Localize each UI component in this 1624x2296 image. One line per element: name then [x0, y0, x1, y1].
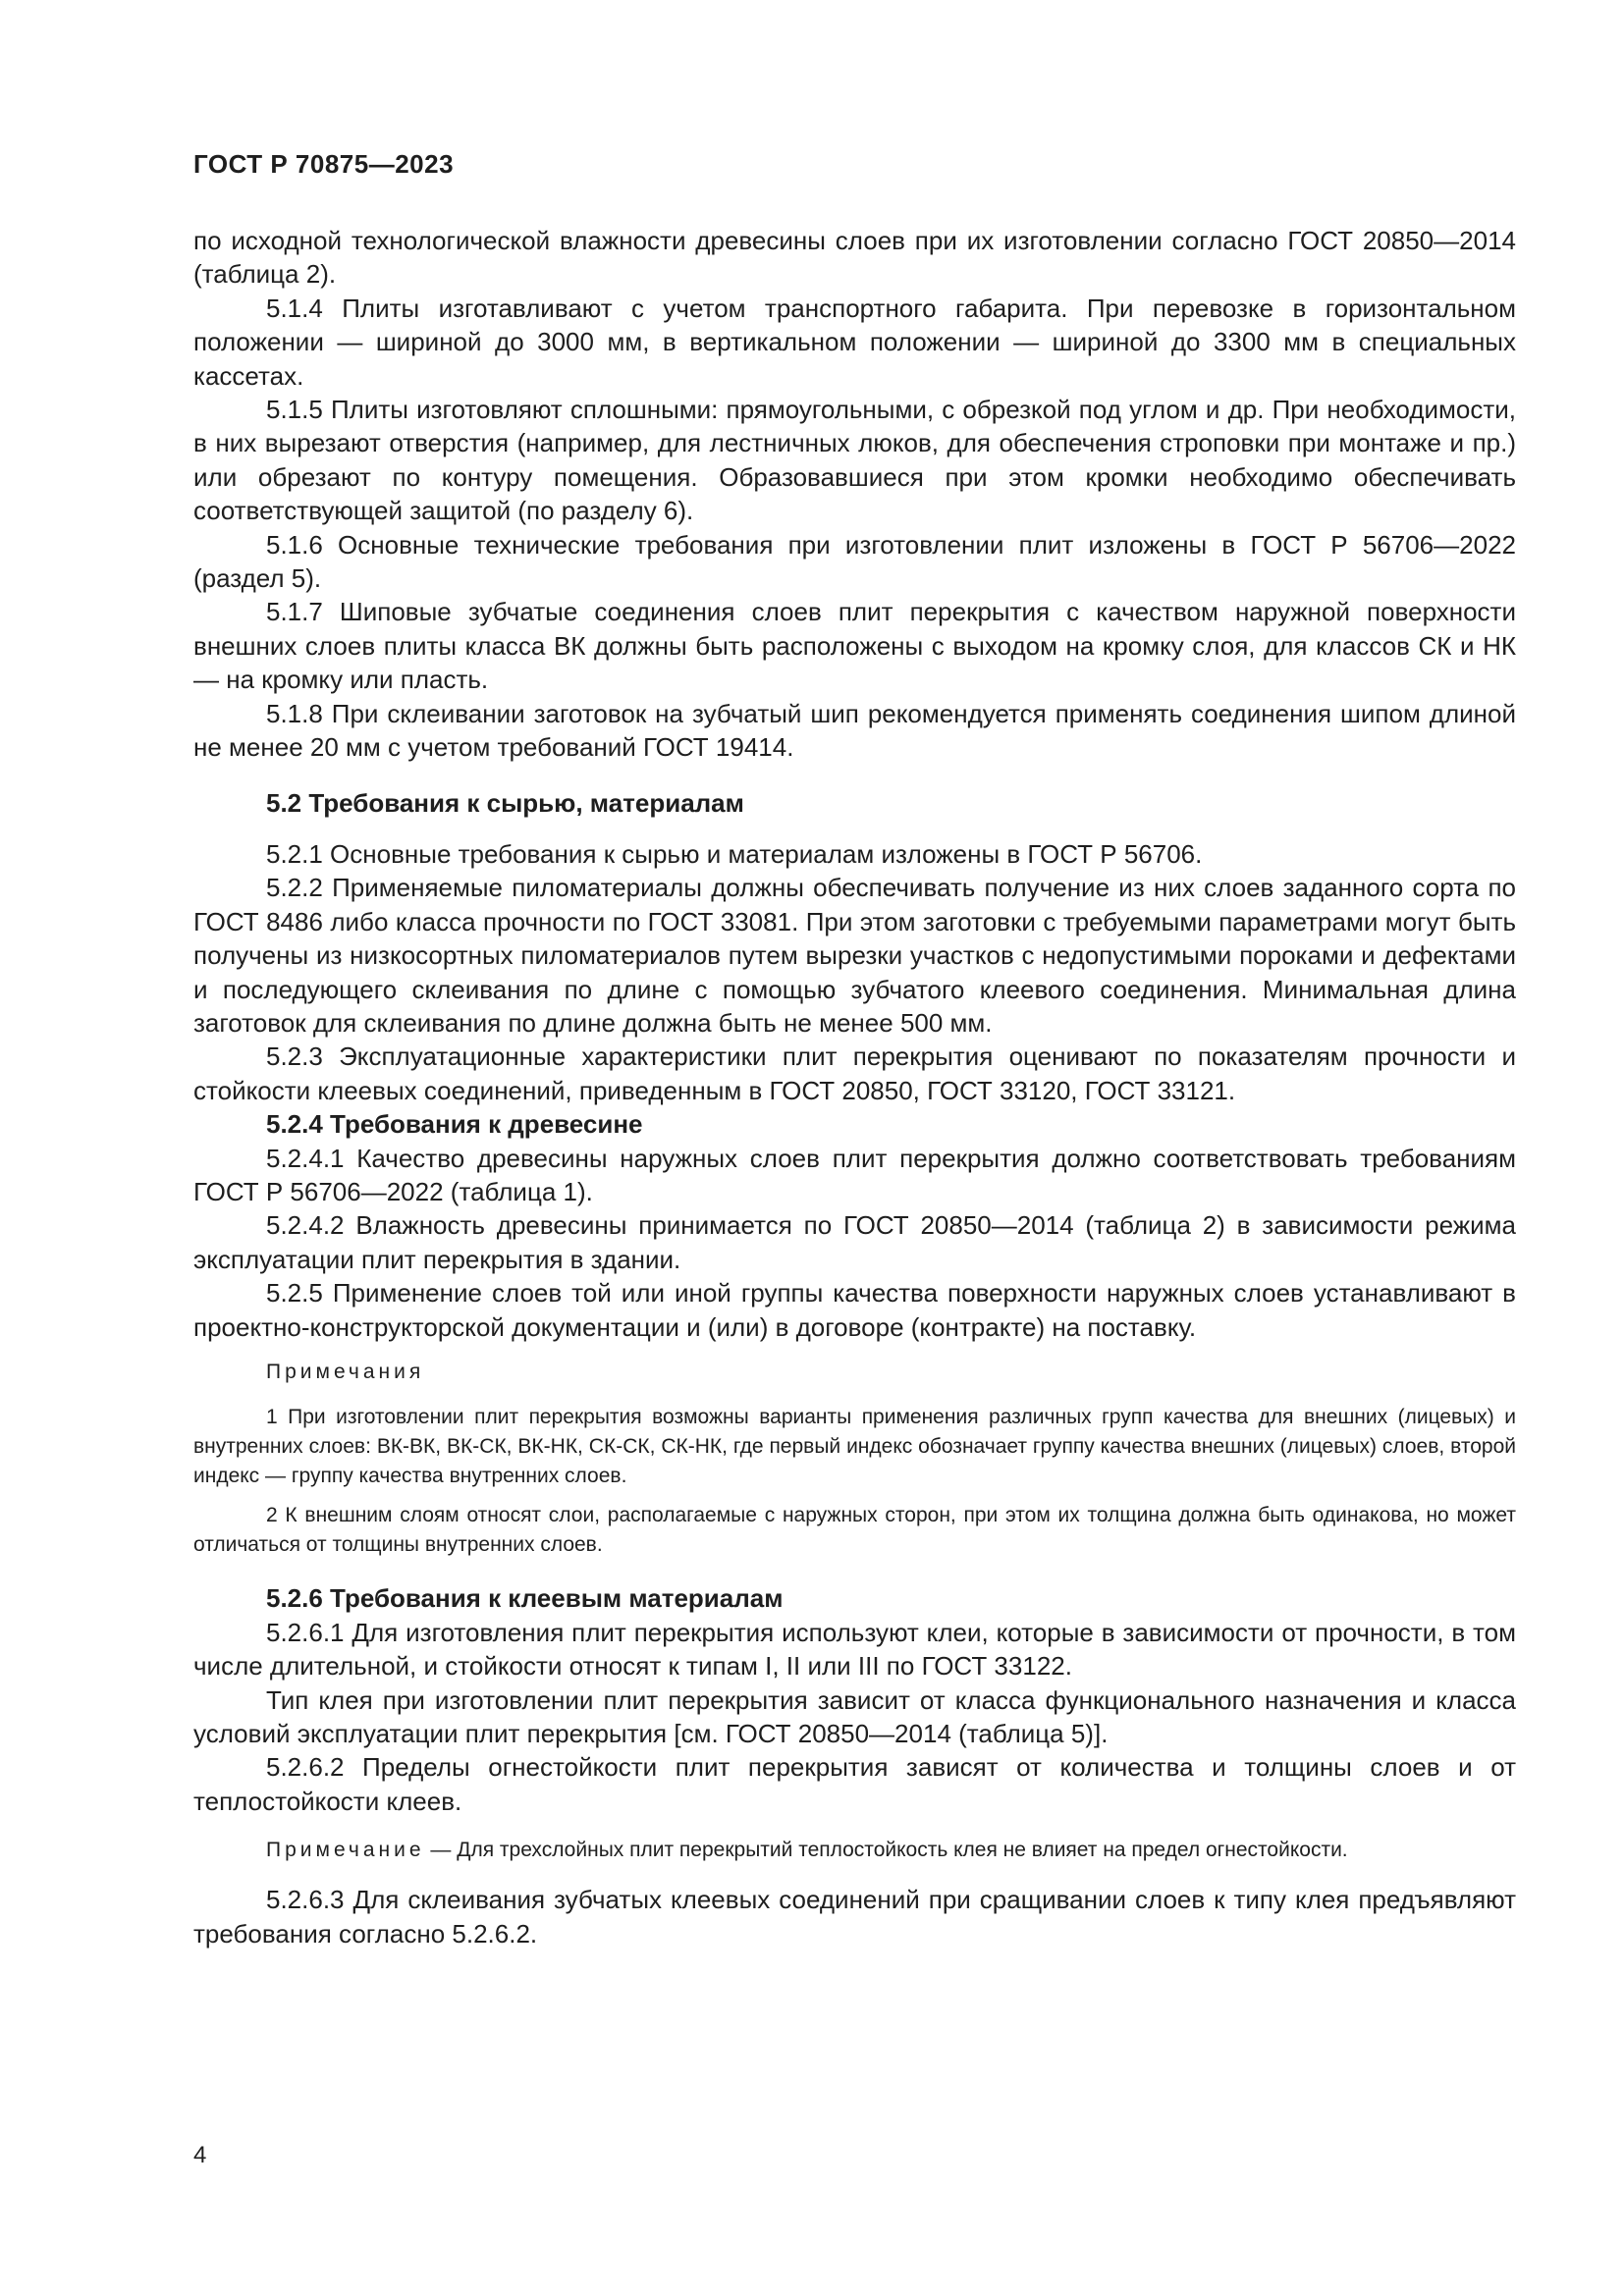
note-single-label: Примечание — [266, 1839, 425, 1862]
section-heading-5-2: 5.2 Требования к сырью, материалам — [266, 787, 744, 818]
page-number: 4 — [193, 2142, 207, 2168]
paragraph-5-2-2: 5.2.2 Применяемые пиломатериалы должны обеспечивать получение из них слоев заданного сорта по ГОСТ 8486 либо класса прочности по ГОСТ 33081. При этом заготовки с требуемыми параметрами могут быть получены из низкосортных пиломатериалов путем вырезки участков с недопустимыми пороками и дефектами и последующего склеивания по длине с помощью зубчатого клеевого соединения. Минимальная длина заготовок для склеивания по длине должна быть не менее 500 мм. — [193, 873, 1516, 1038]
paragraph-5-2-6-3: 5.2.6.3 Для склеивания зубчатых клеевых соединений при сращивании слоев к типу клея предъявляют требования согласно 5.2.6.2. — [193, 1885, 1516, 1949]
paragraph-5-2-6-1-continued: Тип клея при изготовлении плит перекрытия зависит от класса функционального назначения и класса условий эксплуатации плит перекрытия [см. ГОСТ 20850—2014 (таблица 5)]. — [193, 1684, 1516, 1749]
paragraph-5-2-3: 5.2.3 Эксплуатационные характеристики плит перекрытия оценивают по показателям прочности и стойкости клеевых соединений, приведенным в ГОСТ 20850, ГОСТ 33120, ГОСТ 33121. — [193, 1041, 1516, 1105]
paragraph-5-2-6-2: 5.2.6.2 Пределы огнестойкости плит перекрытия зависят от количества и толщины слоев и от теплостойкости клеев. — [193, 1752, 1516, 1816]
subsection-heading-5-2-4: 5.2.4 Требования к древесине — [266, 1109, 643, 1140]
subsection-heading-5-2-6: 5.2.6 Требования к клеевым материалам — [266, 1583, 784, 1614]
paragraph-5-2-4-2: 5.2.4.2 Влажность древесины принимается по ГОСТ 20850—2014 (таблица 2) в зависимости режима эксплуатации плит перекрытия в здании. — [193, 1210, 1516, 1274]
note-single-text: — Для трехслойных плит перекрытий теплостойкость клея не влияет на предел огнестойкости. — [424, 1839, 1348, 1862]
note-1: 1 При изготовлении плит перекрытия возможны варианты применения различных групп качества для внешних (лицевых) и внутренних слоев: ВК-ВК, ВК-СК, ВК-НК, СК-СК, СК-НК, где первый индекс обозначает группу качества внешних (лицевых) слоев, второй индекс — группу качества внутренних слоев. — [193, 1406, 1516, 1488]
document-code-header: ГОСТ Р 70875—2023 — [193, 149, 455, 179]
paragraph-5-2-5: 5.2.5 Применение слоев той или иной группы качества поверхности наружных слоев устанавливают в проектно-конструкторской документации и (или) в договоре (контракте) на поставку. — [193, 1278, 1516, 1342]
paragraph-5-1-8: 5.1.8 При склеивании заготовок на зубчатый шип рекомендуется применять соединения шипом длиной не менее 20 мм с учетом требований ГОСТ 19414. — [193, 698, 1516, 763]
note-2: 2 К внешним слоям относят слои, располагаемые с наружных сторон, при этом их толщина должна быть одинакова, но может отличаться от толщины внутренних слоев. — [193, 1504, 1516, 1557]
paragraph-continuation: по исходной технологической влажности древесины слоев при их изготовлении согласно ГОСТ 20850—2014 (таблица 2). — [193, 226, 1516, 290]
paragraph-5-1-6: 5.1.6 Основные технические требования при изготовлении плит изложены в ГОСТ Р 56706—2022 (раздел 5). — [193, 529, 1516, 594]
note-single — [193, 1836, 1516, 1865]
paragraph-5-1-5: 5.1.5 Плиты изготовляют сплошными: прямоугольными, с обрезкой под углом и др. При необходимости, в них вырезают отверстия (например, для лестничных люков, для обеспечения строповки при монтаже и пр.) или обрезают по контуру помещения. Образовавшиеся при этом кромки необходимо обеспечивать соответствующей защитой (по разделу 6). — [193, 395, 1516, 526]
notes-label: Примечания — [266, 1361, 425, 1383]
paragraph-5-1-7: 5.1.7 Шиповые зубчатые соединения слоев плит перекрытия с качеством наружной поверхности внешних слоев плиты класса ВК должны быть расположены с выходом на кромку слоя, для классов СК и НК — на кромку или пласть. — [193, 597, 1516, 695]
paragraph-5-2-1: 5.2.1 Основные требования к сырью и материалам изложены в ГОСТ Р 56706. — [266, 838, 1203, 869]
paragraph-5-1-4: 5.1.4 Плиты изготавливают с учетом транспортного габарита. При перевозке в горизонтальном положении — шириной до 3000 мм, в вертикальном положении — шириной до 3300 мм в специальных кассетах. — [193, 293, 1516, 391]
document-body — [193, 224, 1516, 1950]
paragraph-5-2-4-1: 5.2.4.1 Качество древесины наружных слоев плит перекрытия должно соответствовать требованиям ГОСТ Р 56706—2022 (таблица 1). — [193, 1143, 1516, 1206]
paragraph-5-2-6-1: 5.2.6.1 Для изготовления плит перекрытия используют клеи, которые в зависимости от прочности, в том числе длительной, и стойкости относят к типам I, II или III по ГОСТ 33122. — [193, 1617, 1516, 1682]
